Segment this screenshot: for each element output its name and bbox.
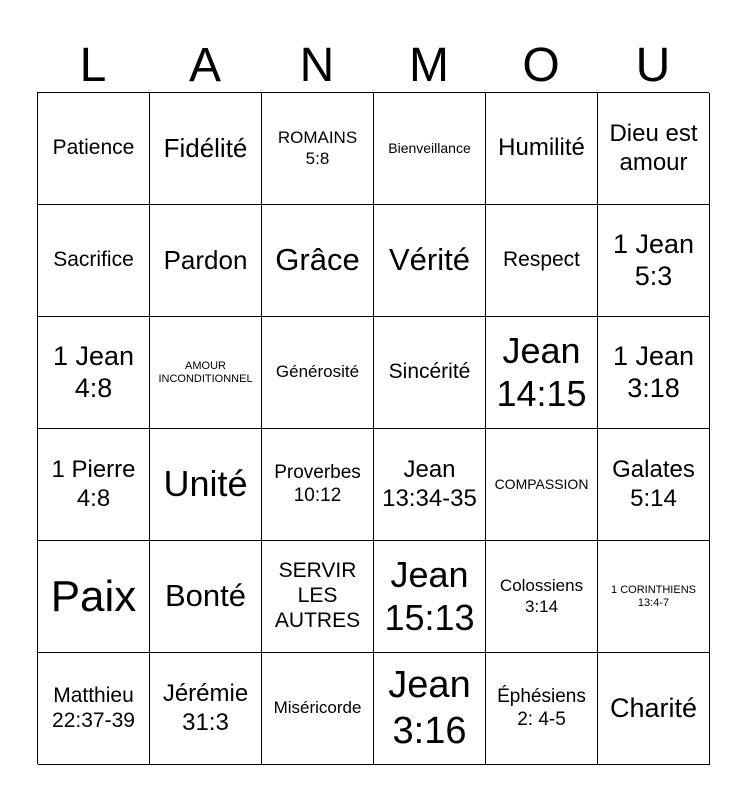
bingo-cell[interactable]: 1 Jean 4:8 (38, 317, 150, 429)
bingo-cell[interactable]: Colossiens 3:14 (486, 541, 598, 653)
bingo-cell[interactable]: Matthieu 22:37-39 (38, 653, 150, 765)
bingo-cell[interactable]: Unité (150, 429, 262, 541)
bingo-cell[interactable]: Humilité (486, 93, 598, 205)
bingo-cell[interactable]: Jean 15:13 (374, 541, 486, 653)
bingo-cell[interactable]: Fidélité (150, 93, 262, 205)
bingo-cell[interactable]: 1 CORINTHIENS 13:4-7 (598, 541, 710, 653)
bingo-cell[interactable]: ROMAINS 5:8 (262, 93, 374, 205)
header-letter-n: N (299, 38, 335, 92)
bingo-cell[interactable]: Jean 13:34-35 (374, 429, 486, 541)
bingo-cell[interactable]: SERVIR LES AUTRES (262, 541, 374, 653)
bingo-cell[interactable]: Proverbes 10:12 (262, 429, 374, 541)
bingo-cell[interactable]: Bienveillance (374, 93, 486, 205)
bingo-header (37, 38, 709, 93)
bingo-cell[interactable]: 1 Jean 3:18 (598, 317, 710, 429)
bingo-cell[interactable]: 1 Pierre 4:8 (38, 429, 150, 541)
bingo-cell[interactable]: Jean 3:16 (374, 653, 486, 765)
bingo-cell[interactable]: Charité (598, 653, 710, 765)
bingo-cell[interactable]: Éphésiens 2: 4-5 (486, 653, 598, 765)
header-letter-u: U (635, 38, 671, 92)
bingo-board (37, 92, 709, 764)
header-letter-m: M (409, 38, 449, 92)
bingo-cell[interactable]: Pardon (150, 205, 262, 317)
bingo-cell[interactable]: Vérité (374, 205, 486, 317)
bingo-cell[interactable]: Sacrifice (38, 205, 150, 317)
bingo-cell[interactable]: 1 Jean 5:3 (598, 205, 710, 317)
bingo-cell[interactable]: Jean 14:15 (486, 317, 598, 429)
bingo-cell[interactable]: Respect (486, 205, 598, 317)
bingo-cell[interactable]: Bonté (150, 541, 262, 653)
bingo-cell[interactable]: Galates 5:14 (598, 429, 710, 541)
bingo-cell[interactable]: Générosité (262, 317, 374, 429)
bingo-cell[interactable]: AMOUR INCONDITIONNEL (150, 317, 262, 429)
header-letter-a: A (188, 38, 221, 92)
bingo-cell[interactable]: Miséricorde (262, 653, 374, 765)
header-letter-o: O (522, 38, 560, 92)
bingo-cell[interactable]: Sincérité (374, 317, 486, 429)
bingo-cell[interactable]: Dieu est amour (598, 93, 710, 205)
bingo-cell[interactable]: Jérémie 31:3 (150, 653, 262, 765)
bingo-cell[interactable]: Grâce (262, 205, 374, 317)
header-letter-l: L (79, 38, 107, 92)
bingo-cell[interactable]: Paix (38, 541, 150, 653)
bingo-cell[interactable]: Patience (38, 93, 150, 205)
bingo-cell[interactable]: COMPASSION (486, 429, 598, 541)
